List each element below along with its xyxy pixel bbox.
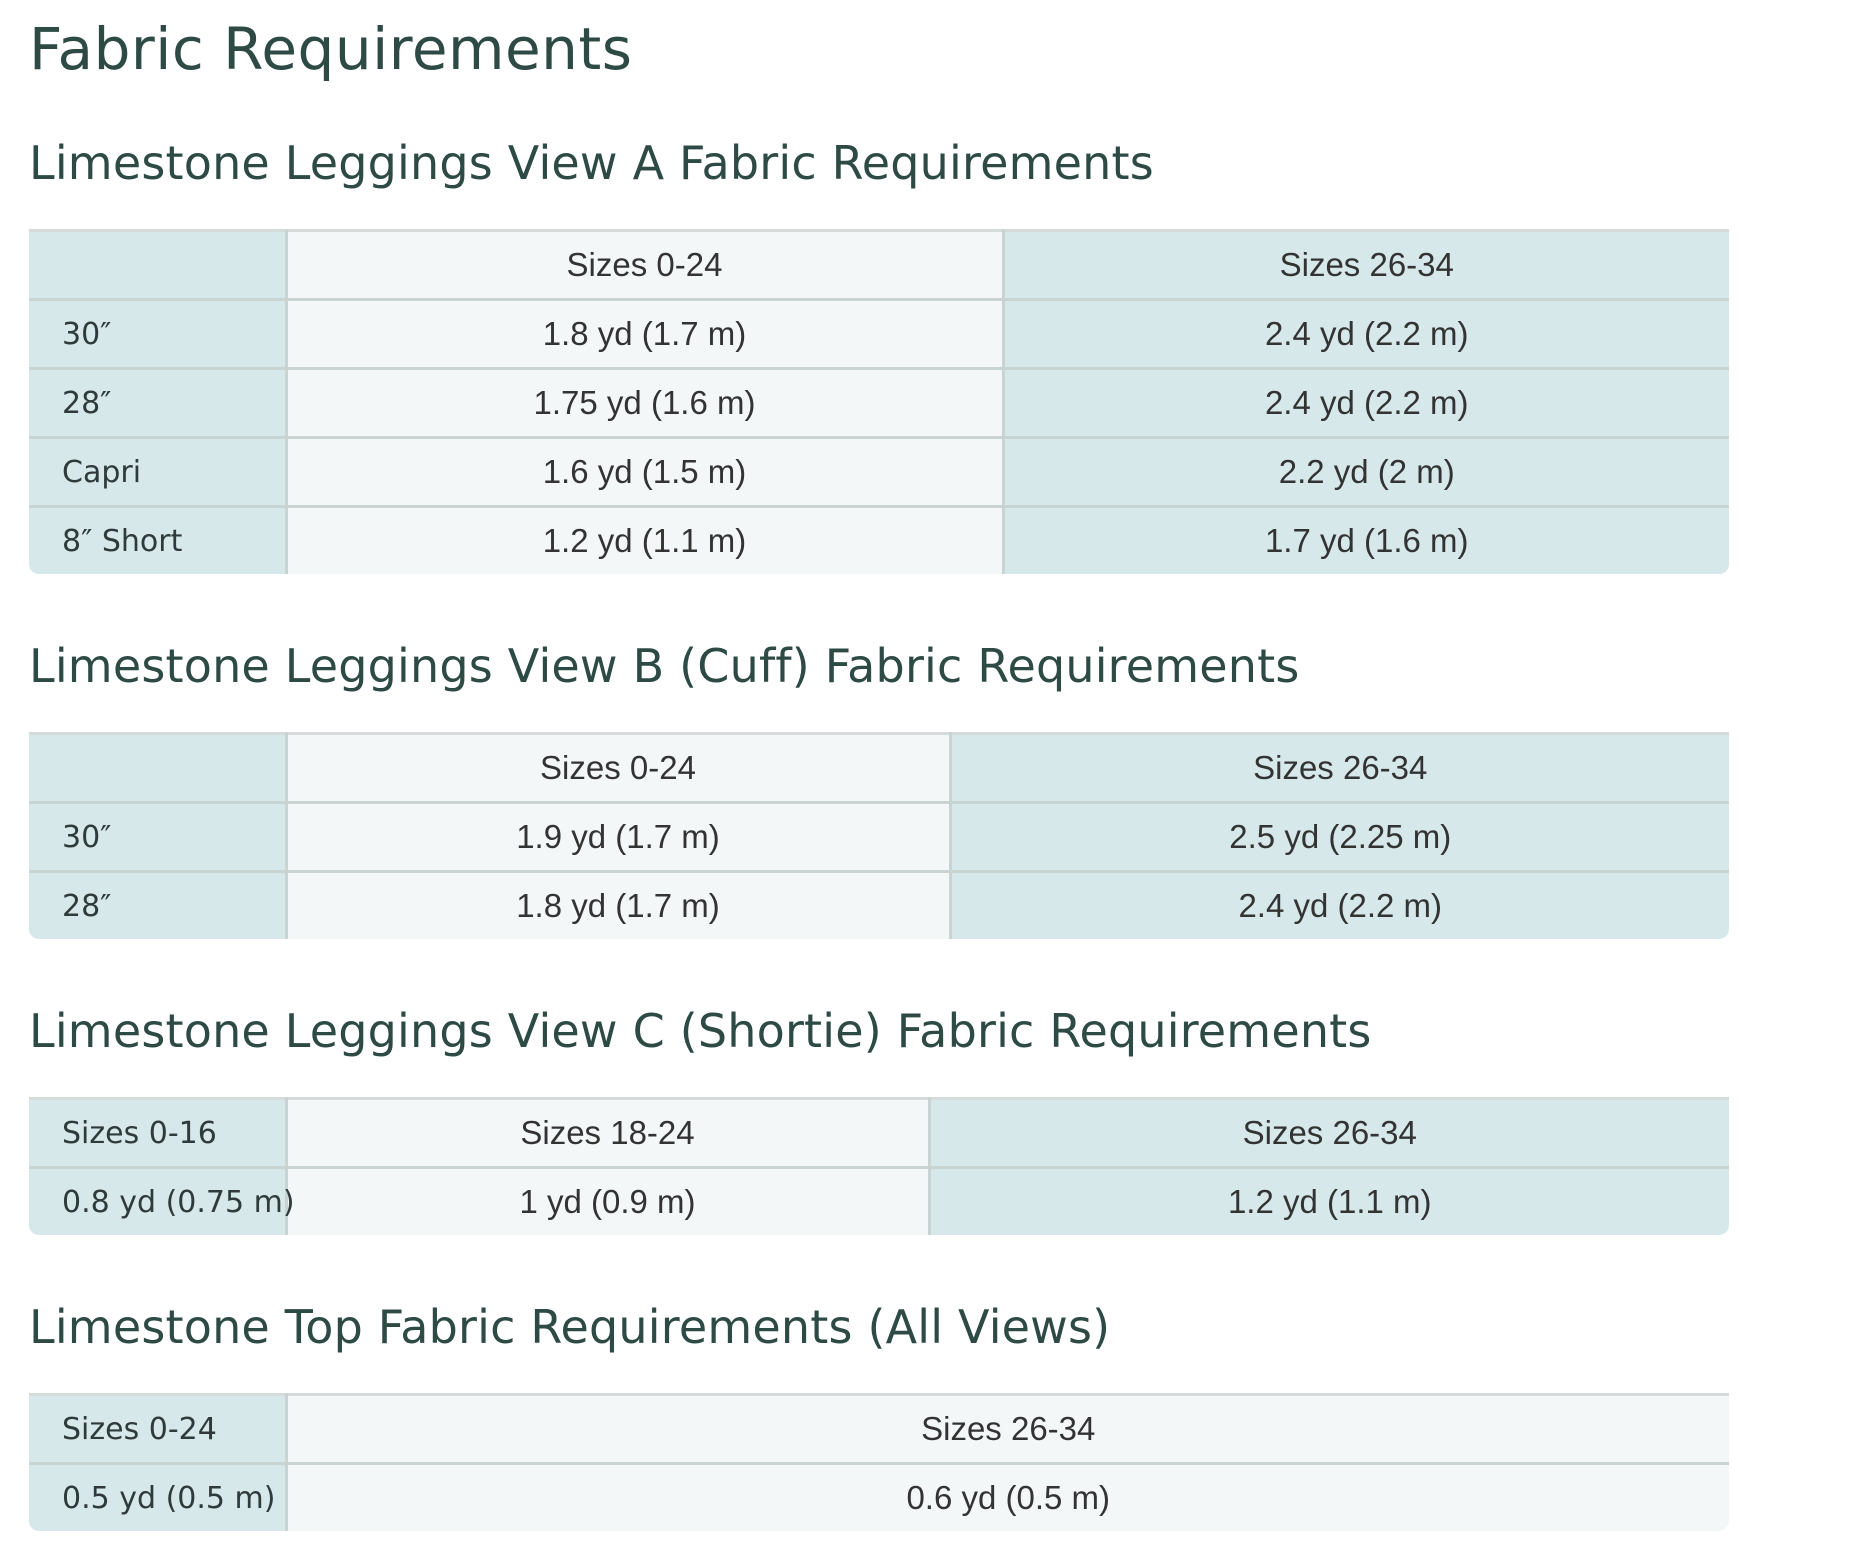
table-cell: 2.4 yd (2.2 m) — [1003, 300, 1729, 369]
header-cell: Sizes 18-24 — [286, 1099, 929, 1168]
row-label: 28″ — [29, 369, 286, 438]
table-row — [29, 1464, 1729, 1532]
header-cell: Sizes 0-24 — [29, 1395, 286, 1464]
header-cell: Sizes 26-34 — [950, 734, 1729, 803]
table-row — [29, 872, 1729, 940]
page-title: Fabric Requirements — [29, 15, 633, 83]
row-label: 28″ — [29, 872, 286, 940]
view-a-title: Limestone Leggings View A Fabric Requirements — [29, 136, 1154, 190]
table-row — [29, 803, 1729, 872]
table-cell: 0.6 yd (0.5 m) — [286, 1464, 1729, 1532]
table-cell: 1.9 yd (1.7 m) — [286, 803, 950, 872]
table-cell: 1.2 yd (1.1 m) — [929, 1168, 1729, 1236]
view-b-title: Limestone Leggings View B (Cuff) Fabric Requirements — [29, 639, 1300, 693]
table-header-row — [29, 231, 1729, 300]
top-title: Limestone Top Fabric Requirements (All Views) — [29, 1300, 1111, 1354]
view-a-table — [29, 229, 1729, 574]
header-cell: Sizes 26-34 — [286, 1395, 1729, 1464]
header-cell: Sizes 26-34 — [1003, 231, 1729, 300]
header-cell — [29, 734, 286, 803]
table-cell: 1.8 yd (1.7 m) — [286, 300, 1003, 369]
header-cell: Sizes 0-16 — [29, 1099, 286, 1168]
fabric-requirements-page — [29, 0, 1729, 1531]
table-header-row — [29, 734, 1729, 803]
table-cell: 1 yd (0.9 m) — [286, 1168, 929, 1236]
table-header-row — [29, 1099, 1729, 1168]
table-cell: 2.4 yd (2.2 m) — [950, 872, 1729, 940]
top-table — [29, 1393, 1729, 1531]
row-label: Capri — [29, 438, 286, 507]
table-cell: 1.7 yd (1.6 m) — [1003, 507, 1729, 575]
row-label: 8″ Short — [29, 507, 286, 575]
header-cell: Sizes 26-34 — [929, 1099, 1729, 1168]
view-c-title: Limestone Leggings View C (Shortie) Fabric Requirements — [29, 1004, 1372, 1058]
row-label: 0.8 yd (0.75 m) — [29, 1168, 286, 1236]
header-cell — [29, 231, 286, 300]
table-row — [29, 369, 1729, 438]
view-c-table — [29, 1097, 1729, 1235]
table-row — [29, 507, 1729, 575]
table-cell: 2.2 yd (2 m) — [1003, 438, 1729, 507]
table-cell: 2.5 yd (2.25 m) — [950, 803, 1729, 872]
row-label: 0.5 yd (0.5 m) — [29, 1464, 286, 1532]
table-row — [29, 300, 1729, 369]
row-label: 30″ — [29, 803, 286, 872]
table-cell: 1.2 yd (1.1 m) — [286, 507, 1003, 575]
table-row — [29, 1168, 1729, 1236]
table-header-row — [29, 1395, 1729, 1464]
view-b-table — [29, 732, 1729, 939]
row-label: 30″ — [29, 300, 286, 369]
table-row — [29, 438, 1729, 507]
table-cell: 2.4 yd (2.2 m) — [1003, 369, 1729, 438]
table-cell: 1.6 yd (1.5 m) — [286, 438, 1003, 507]
header-cell: Sizes 0-24 — [286, 231, 1003, 300]
table-cell: 1.8 yd (1.7 m) — [286, 872, 950, 940]
header-cell: Sizes 0-24 — [286, 734, 950, 803]
table-cell: 1.75 yd (1.6 m) — [286, 369, 1003, 438]
